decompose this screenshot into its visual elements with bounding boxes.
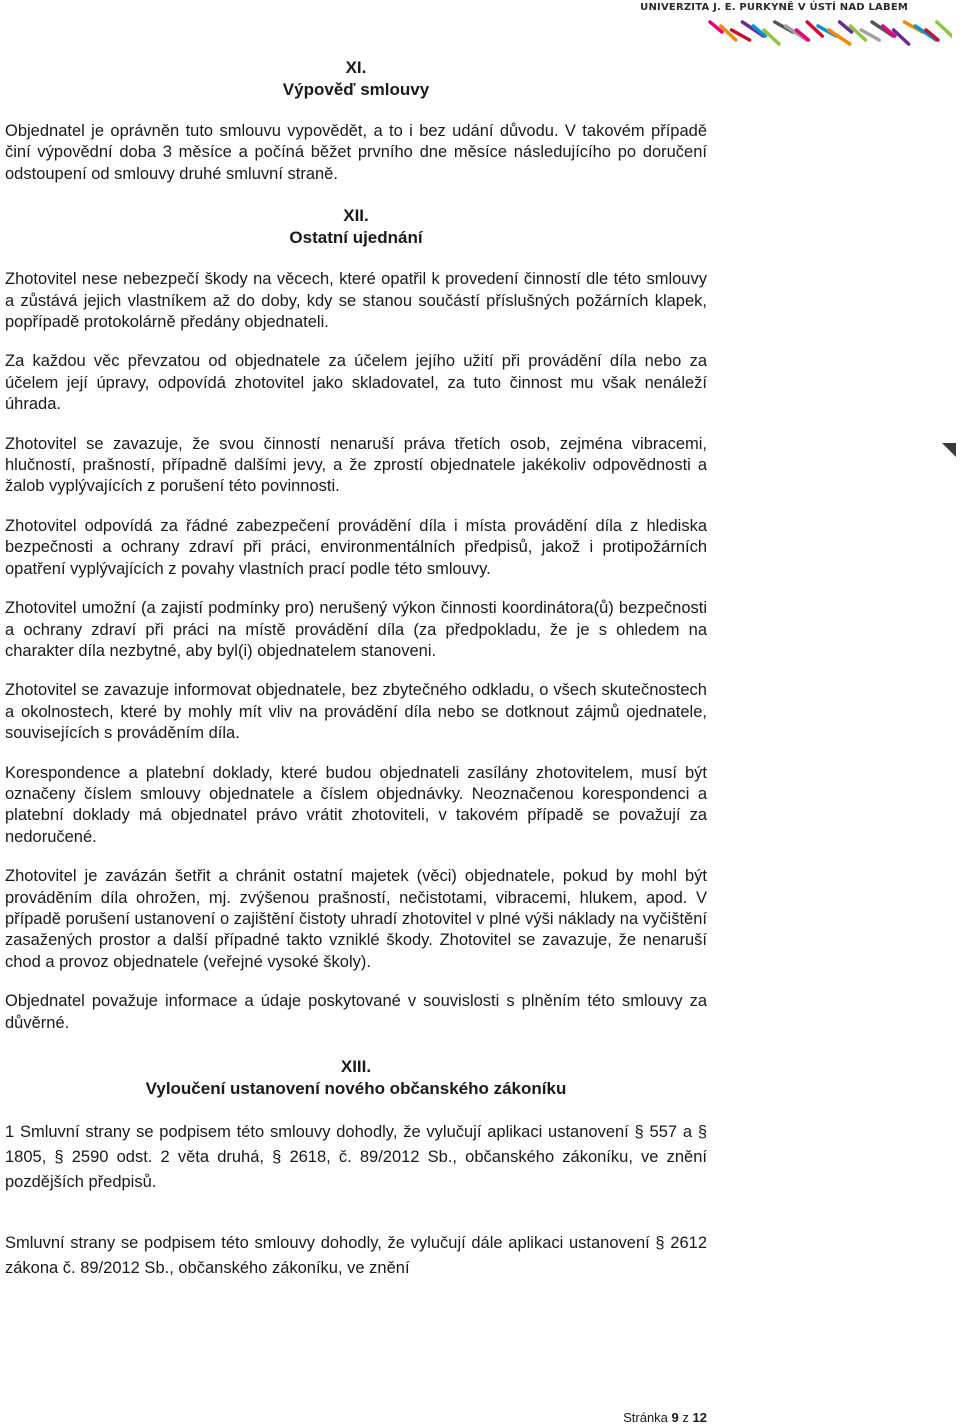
paragraph: Za každou věc převzatou od objednatele za účelem jejího užití při provádění díla nebo za účelem její úpravy, odpovídá zhotovitel jako skladovatel, za tuto činnost mu však nenáleží úhrada. (5, 352, 707, 414)
paragraph: Zhotovitel nese nebezpečí škody na věcech, které opatřil k provedení činností dle této smlouvy a zůstává jejich vlastníkem až do doby, kdy se stanou součástí příslušných požárních klapek, popřípadě protokolárně předány objednateli. (5, 270, 707, 332)
paragraph: Zhotovitel umožní (a zajistí podmínky pro) nerušený výkon činnosti koordinátora(ů) bezpečnosti a ochrany zdraví při práci na místě provádění díla (za předpokladu, že je s ohledem na charakter díla nezbytné, aby byl(i) objednatelem stanoveni. (5, 599, 707, 660)
logo-stripe (829, 30, 850, 44)
logo-text: UNIVERZITA J. E. PURKYNĚ V ÚSTÍ NAD LABEM (640, 2, 908, 13)
page-total: 12 (692, 1410, 707, 1425)
logo-stripes (702, 18, 952, 62)
section-xiii (5, 1056, 707, 1281)
document-body (5, 57, 707, 1281)
page-current: 9 (671, 1410, 679, 1425)
paragraph: Korespondence a platební doklady, které budou objednateli zasílány zhotovitelem, musí být označeny číslem smlouvy objednatele a číslem objednávky. Neoznačenou korespondenci a platební doklady má objednatel právo vrátit zhotoviteli, v takovém případě se považují za nedoručené. (5, 763, 707, 846)
page-label: Stránka (623, 1410, 668, 1425)
section-title: Výpověď smlouvy (282, 80, 430, 99)
paragraph: Zhotovitel odpovídá za řádné zabezpečení provádění díla i místa provádění díla z hlediska bezpečnosti a ochrany zdraví při práci, environmentálních předpisů, jakož i protipožárních opatření vyplývajících z povahy vlastních prací podle této smlouvy. (5, 516, 707, 578)
paragraph: Zhotovitel se zavazuje informovat objednatele, bez zbytečného odkladu, o všech skutečnostech a okolnostech, které by mohly mít vliv na provádění díla nebo se dotknout zájmů ojednatele, souvisejících s prováděním díla. (5, 681, 707, 743)
section-xii (5, 205, 707, 1034)
section-title: Vyloučení ustanovení nového občanského zákoníku (145, 1079, 567, 1098)
page-number (623, 1410, 707, 1425)
logo-stripe (937, 22, 952, 36)
section-xi (5, 57, 707, 185)
section-number: XI. (345, 58, 367, 77)
paragraph: Zhotovitel se zavazuje, že svou činností nenaruší práva třetích osob, zejména vibracemi, hlučností, prašností, případně dalšími jevy, a že zprostí objednatele jakékoliv odpovědnosti a žalob vyplývajících z porušení této povinnosti. (5, 434, 707, 496)
section-number: XIII. (340, 1057, 372, 1076)
paragraph: Smluvní strany se podpisem této smlouvy dohodly, že vylučují dále aplikaci ustanovení § 2612 zákona č. 89/2012 Sb., občanského zákoníku, ve znění (5, 1234, 707, 1277)
section-title: Ostatní ujednání (289, 228, 423, 248)
page-separator: z (682, 1410, 689, 1425)
section-number: XII. (343, 206, 369, 226)
paragraph: 1 Smluvní strany se podpisem této smlouvy dohodly, že vylučují aplikaci ustanovení § 557 a § 1805, § 2590 odst. 2 věta druhá, § 2618, č. 89/2012 Sb., občanského zákoníku, ve znění pozdějších předpisů. (5, 1123, 707, 1191)
university-logo (640, 0, 960, 60)
paragraph: Zhotovitel je zavázán šetřit a chránit ostatní majetek (věci) objednatele, pokud by mohl být prováděním díla ohrožen, mj. zvýšenou prašností, nečistotami, vibracemi, hlukem, apod. V případě porušení ustanovení o zajištění čistoty uhradí zhotovitel v plné výši náklady na vyčištění zasažených prostor a další případné takto vzniklé škody. Zhotovitel se zavazuje, že nenaruší chod a provoz objednatele (veřejné vysoké školy). (5, 867, 707, 971)
corner-mark-icon (942, 443, 956, 457)
paragraph: Objednatel je oprávněn tuto smlouvu vypovědět, a to i bez udání důvodu. V takovém případě činí výpovědní doba 3 měsíce a počíná běžet prvního dne měsíce následujícího po doručení odstoupení od smlouvy druhé smluvní straně. (5, 122, 707, 183)
paragraph: Objednatel považuje informace a údaje poskytované v souvislosti s plněním této smlouvy za důvěrné. (5, 992, 707, 1032)
